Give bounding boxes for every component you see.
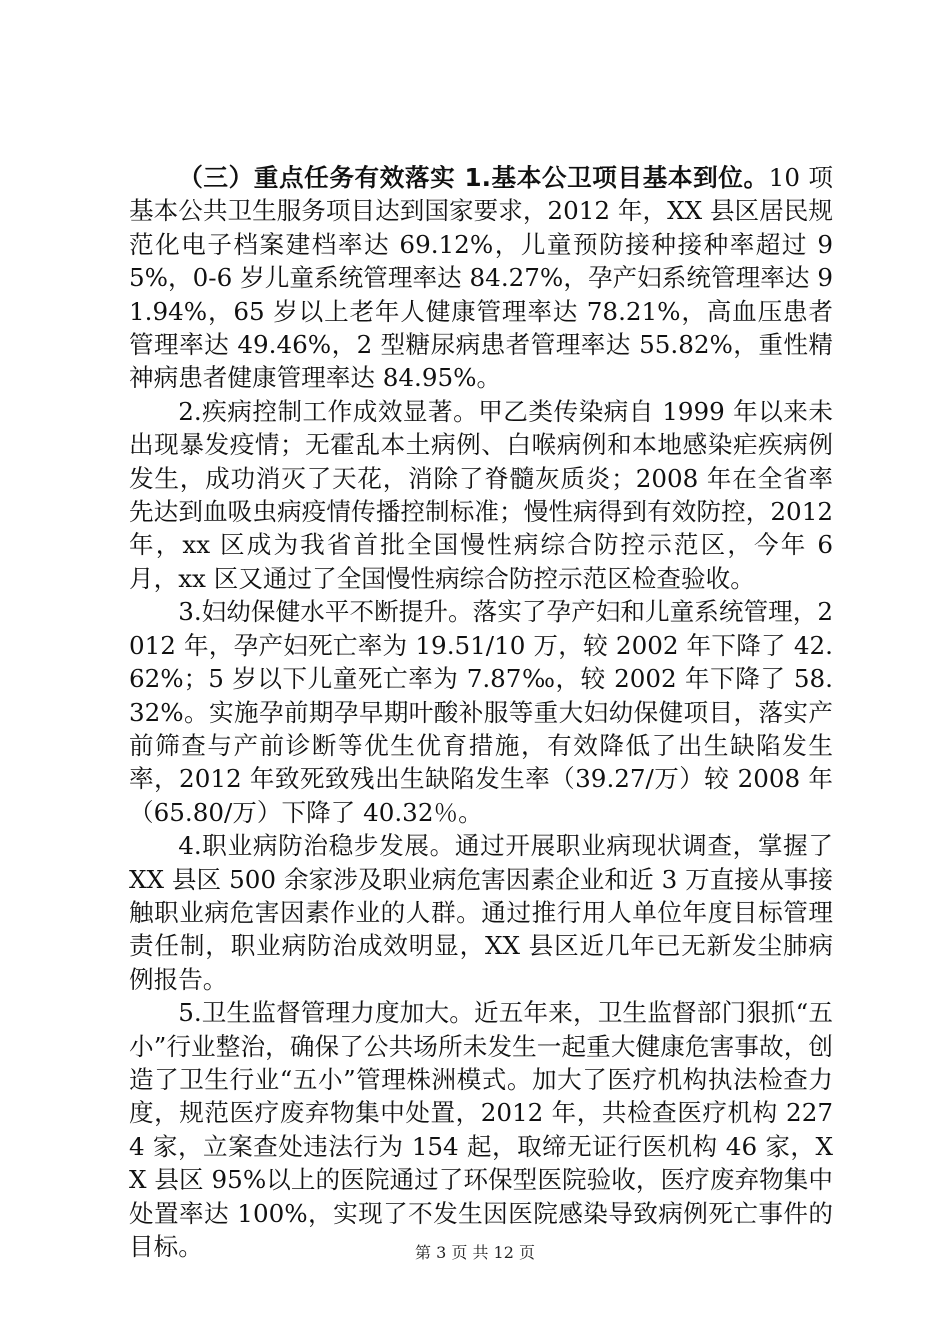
paragraph-basic-public-health [129,161,833,395]
document-body [129,161,833,1263]
paragraph-disease-control: 2.疾病控制工作成效显著。甲乙类传染病自 1999 年以来未出现暴发疫情；无霍乱本土病例、白喉病例和本地感染疟疾病例发生，成功消灭了天花，消除了脊髓灰质炎；2008 年在全省率先达到血吸虫病疫情传播控制标准；慢性病得到有效防控，2012 年，xx 区成为我省首批全国慢性病综合防控示范区，今年 6 月，xx 区又通过了全国慢性病综合防控示范区检查验收。 [129,396,833,593]
page-number-footer: 第 3 页 共 12 页 [415,1243,535,1262]
paragraph-health-supervision: 5.卫生监督管理力度加大。近五年来，卫生监督部门狠抓“五小”行业整治，确保了公共场所未发生一起重大健康危害事故，创造了卫生行业“五小”管理株洲模式。加大了医疗机构执法检查力度，规范医疗废弃物集中处置，2012 年，共检查医疗机构 2274 家，立案查处违法行为 154 起，取缔无证行医机构 46 家，XX 县区 95%以上的医院通过了环保型医院验收，医疗废弃物集中处置率达 100%，实现了不发生因医院感染导致病例死亡事件的目标。 [129,998,833,1261]
section-heading: （三）重点任务有效落实 1.基本公卫项目基本到位。 [178,163,769,192]
paragraph-occupational-disease: 4.职业病防治稳步发展。通过开展职业病现状调查，掌握了 XX 县区 500 余家涉及职业病危害因素企业和近 3 万直接从事接触职业病危害因素作业的人群。通过推行用人单位年度目标管理责任制，职业病防治成效明显，XX 县区近几年已无新发尘肺病例报告。 [129,831,833,994]
paragraph-maternal-child-health: 3.妇幼保健水平不断提升。落实了孕产妇和儿童系统管理，2012 年，孕产妇死亡率为 19.51/10 万，较 2002 年下降了 42.62%；5 岁以下儿童死亡率为 7.87‰，较 2002 年下降了 58.32%。实施孕前期孕早期叶酸补服等重大妇幼保健项目，落实产前筛查与产前诊断等优生优育措施，有效降低了出生缺陷发生率，2012 年致死致残出生缺陷发生率（39.27/万）较 2008 年（65.80/万）下降了 40.32％。 [129,597,833,827]
paragraph-text: 10 项基本公共卫生服务项目达到国家要求，2012 年，XX 县区居民规范化电子档案建档率达 69.12%，儿童预防接种接种率超过 95%，0-6 岁儿童系统管理率达 84.27%，孕产妇系统管理率达 91.94%，65 岁以上老年人健康管理率达 78.21%，高血压患者管理率达 49.46%，2 型糖尿病患者管理率达 55.82%，重性精神病患者健康管理率达 84.95%。 [129,163,833,393]
